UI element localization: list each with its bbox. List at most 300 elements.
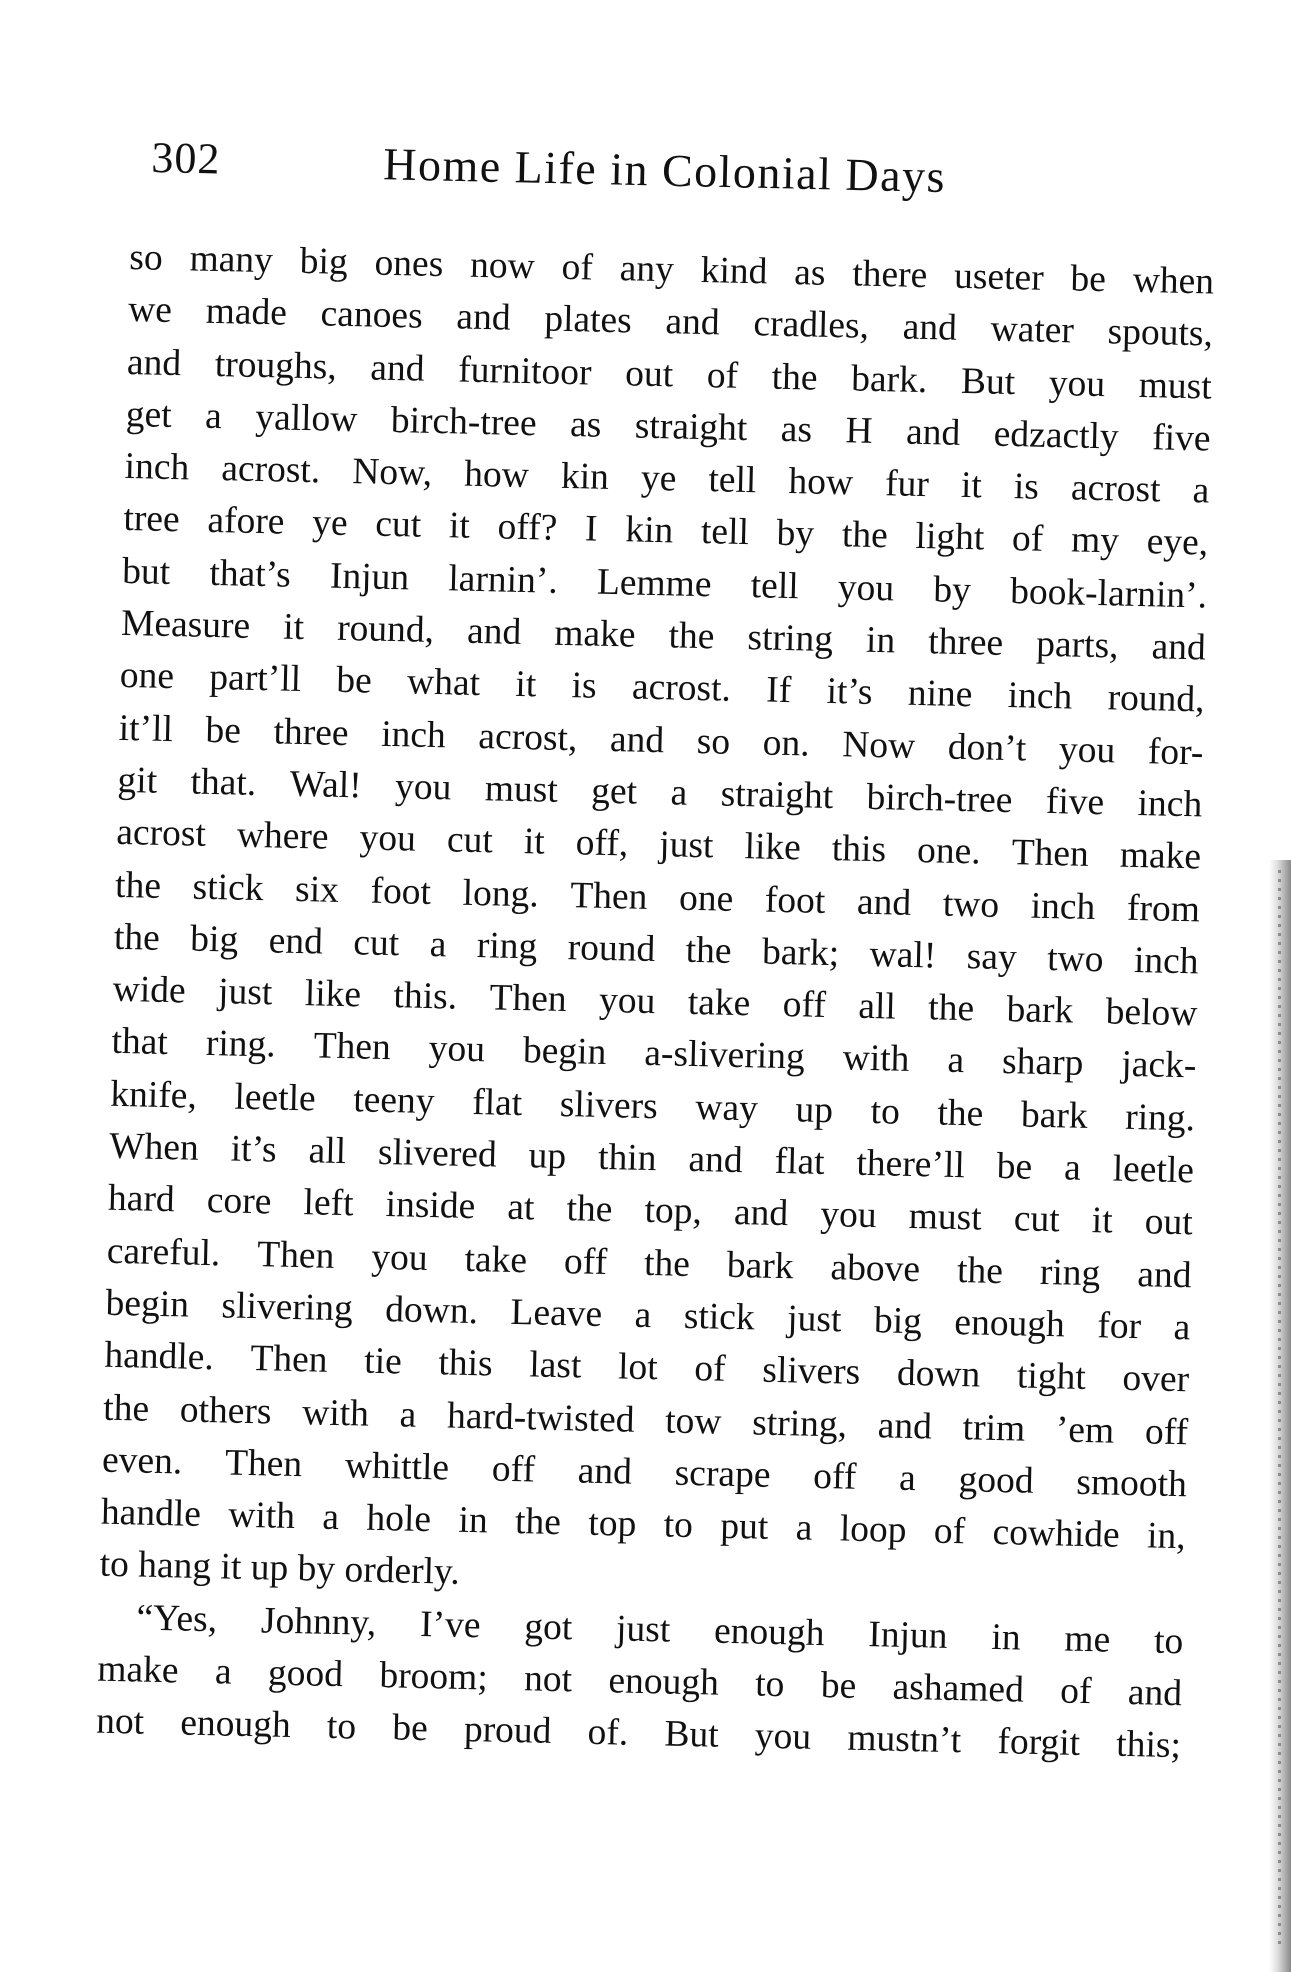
word: enough (713, 1610, 826, 1654)
word: of (693, 1348, 727, 1391)
word: me (1063, 1618, 1111, 1661)
word: you (370, 1236, 429, 1279)
word: knife, (109, 1073, 198, 1117)
word: it (282, 606, 305, 649)
word: like (304, 973, 362, 1016)
word: eye, (1146, 521, 1209, 565)
running-head (150, 132, 1011, 221)
word: up (528, 1135, 567, 1178)
word: for- (1147, 730, 1204, 774)
word: a (204, 395, 223, 438)
word: birch-tree (866, 776, 1013, 822)
word: a (795, 1507, 813, 1549)
word: five (1045, 780, 1105, 824)
word: stick (683, 1295, 756, 1339)
word: But (960, 360, 1016, 403)
word: must (484, 768, 559, 811)
word: a (399, 1393, 417, 1436)
word: down. (384, 1289, 479, 1333)
word: and (609, 718, 665, 761)
word: and (902, 306, 958, 350)
word: of (933, 1510, 966, 1553)
word: you (837, 566, 895, 610)
word: Then (313, 1025, 392, 1069)
word: is (571, 665, 598, 708)
word: kind (700, 249, 768, 293)
word: be (996, 1145, 1033, 1188)
word: Wal! (289, 763, 363, 807)
word: sharp (1001, 1041, 1084, 1085)
word: three (927, 621, 1004, 664)
word: Then (1011, 832, 1090, 876)
word: make (96, 1648, 180, 1692)
word: handle (100, 1491, 202, 1536)
word: just (658, 824, 714, 867)
word: it (960, 465, 983, 507)
word: enough (953, 1301, 1066, 1346)
book-title: Home Life in Colonial Days (382, 138, 947, 203)
word: and (665, 301, 721, 344)
word: take (687, 982, 751, 1025)
word: good (267, 1652, 344, 1696)
word: off, (575, 822, 629, 865)
word: so (128, 236, 164, 279)
word: make (553, 612, 637, 656)
word: the (102, 1387, 150, 1430)
word: light (915, 516, 985, 559)
word: flat (774, 1140, 826, 1184)
word: now (469, 244, 536, 288)
word: cowhide (992, 1512, 1121, 1556)
word: one (678, 877, 734, 920)
word: by (932, 569, 972, 611)
word: but (121, 550, 171, 593)
word: stick (192, 866, 264, 909)
word: water (990, 308, 1075, 352)
word: proud (463, 1709, 552, 1753)
word: of (1011, 518, 1044, 561)
word: inch (1007, 675, 1073, 718)
word: Then (224, 1442, 303, 1486)
word: yallow (254, 396, 358, 441)
word: Injun (867, 1613, 949, 1657)
word: it (514, 664, 537, 706)
word: ones (374, 242, 444, 286)
word: by (776, 513, 815, 556)
word: all (308, 1130, 347, 1173)
word: tree (123, 498, 181, 541)
word: to (663, 1504, 694, 1547)
word: you (359, 817, 417, 860)
word: and (1127, 1672, 1183, 1715)
word: down (896, 1352, 981, 1396)
word: Then (250, 1338, 329, 1382)
word: in, (1146, 1515, 1187, 1558)
word: by (297, 1548, 336, 1591)
word: you (1048, 362, 1106, 405)
word: all (857, 985, 897, 1028)
word: a (1173, 1306, 1191, 1349)
word: of (706, 354, 739, 397)
word: tie (363, 1340, 403, 1383)
word: scrape (674, 1452, 771, 1496)
word: as (569, 403, 602, 446)
word: cut (374, 504, 422, 547)
word: wal! (869, 933, 937, 977)
word: broom; (378, 1655, 489, 1699)
word: round, (1107, 677, 1206, 721)
word: that. (190, 761, 257, 804)
word: the (114, 864, 162, 907)
word: ring. (1124, 1096, 1196, 1140)
word: with (842, 1037, 910, 1081)
word: of (561, 246, 594, 289)
word: and (577, 1450, 633, 1493)
word: ye (311, 502, 349, 545)
word: take (464, 1238, 528, 1281)
word: slivered (377, 1131, 498, 1176)
word: birch-tree (390, 399, 538, 445)
word: and (905, 411, 961, 454)
word: careful. (106, 1230, 221, 1274)
word: off (1144, 1410, 1189, 1453)
word: hang (137, 1544, 212, 1588)
word: nine (907, 673, 973, 716)
word: and (455, 296, 512, 339)
word: many (189, 238, 274, 282)
word: below (1105, 991, 1198, 1035)
word: of. (587, 1712, 629, 1754)
word: plates (543, 298, 633, 342)
word: just (217, 971, 273, 1014)
word: But (664, 1713, 720, 1757)
word: book-larnin’. (1009, 570, 1208, 617)
word: this (438, 1342, 494, 1385)
word: the (927, 987, 975, 1030)
word: others (179, 1388, 272, 1433)
word: core (206, 1180, 272, 1223)
word: out (624, 352, 674, 395)
word: get (125, 393, 173, 436)
word: and (126, 341, 182, 384)
word: cut (446, 819, 494, 862)
word: “Yes, (136, 1597, 218, 1641)
word: acrost (115, 812, 207, 856)
word: Leave (510, 1291, 603, 1335)
word: ring. (205, 1023, 277, 1066)
word: say (966, 936, 1018, 979)
word: any (619, 248, 675, 291)
word: mustn’t (846, 1717, 962, 1762)
word: big (299, 240, 349, 283)
word: long. (462, 872, 540, 916)
word: handle. (104, 1334, 215, 1379)
word: parts, (1035, 623, 1120, 667)
word: Johnny, (260, 1600, 377, 1644)
word: over (1121, 1358, 1190, 1401)
word: straight (720, 773, 834, 818)
word: as (780, 408, 813, 451)
word: of (1059, 1670, 1092, 1713)
word: so (696, 720, 731, 763)
word: one. (916, 830, 982, 873)
word: five (1151, 417, 1211, 460)
word: ring (1039, 1251, 1101, 1294)
word: like (744, 826, 802, 869)
word: Lemme (596, 561, 712, 606)
word: on. (762, 722, 811, 765)
word: kin (560, 456, 610, 499)
word: flat (471, 1081, 523, 1124)
word: Then (569, 874, 648, 918)
word: you (598, 980, 656, 1023)
word: wide (112, 968, 187, 1012)
word: one (119, 655, 175, 698)
word: for (1096, 1305, 1142, 1348)
word: larnin’. (447, 558, 559, 602)
word: loop (839, 1508, 907, 1552)
word: ashamed (892, 1666, 1025, 1711)
word: to (99, 1544, 130, 1586)
word: you (394, 766, 452, 809)
word: be (820, 1665, 857, 1707)
word: up (795, 1089, 834, 1131)
word: must (908, 1196, 983, 1239)
word: begin (522, 1030, 607, 1074)
word: inch (380, 713, 447, 756)
word: top, (644, 1190, 703, 1233)
word: we (127, 289, 173, 332)
word: string (747, 617, 834, 661)
word: spouts, (1107, 311, 1214, 355)
word: made (205, 291, 288, 334)
body-text (96, 232, 1220, 1773)
word: end (268, 920, 324, 963)
word: big (189, 918, 239, 961)
word: a (898, 1457, 917, 1499)
word: a (429, 923, 447, 966)
word: with (227, 1494, 296, 1538)
word: kin (624, 509, 674, 552)
word: afore (206, 500, 285, 544)
word: from (1126, 887, 1201, 931)
word: leetle (1112, 1148, 1195, 1192)
word: the (566, 1188, 613, 1231)
word: get (590, 770, 638, 813)
word: foot (370, 870, 432, 913)
word: Now (841, 723, 916, 767)
word: round, (336, 607, 435, 652)
word: make (1119, 834, 1202, 878)
word: furnitoor (457, 349, 593, 394)
word: cradles, (752, 303, 870, 348)
word: bark. (850, 358, 928, 401)
word: I (584, 508, 599, 551)
word: must (1138, 364, 1213, 408)
word: enough (179, 1702, 292, 1747)
word: the (841, 514, 889, 557)
word: tight (1016, 1355, 1087, 1399)
word: just (786, 1298, 842, 1341)
word: to (870, 1090, 901, 1133)
word: the (643, 1242, 691, 1285)
word: to (754, 1663, 785, 1706)
word: it (1091, 1200, 1114, 1242)
word: orderly. (344, 1549, 461, 1594)
word: I’ve (419, 1603, 481, 1647)
word: If (765, 669, 792, 712)
word: git (117, 759, 158, 802)
word: tell (700, 511, 750, 554)
word: and (877, 1404, 933, 1448)
word: a-slivering (643, 1033, 806, 1078)
word: got (523, 1606, 573, 1649)
word: be (205, 709, 242, 752)
word: trim (962, 1406, 1026, 1450)
word: that (111, 1021, 169, 1064)
word: teeny (352, 1079, 436, 1122)
word: don’t (947, 726, 1027, 770)
word: acrost, (477, 715, 578, 759)
word: slivers (761, 1349, 861, 1394)
word: in (458, 1499, 489, 1542)
word: there (851, 253, 928, 297)
word: off (491, 1448, 536, 1491)
word: Now, (351, 451, 433, 495)
word: the (937, 1092, 984, 1135)
word: the (956, 1249, 1004, 1292)
word: how (787, 461, 854, 504)
word: there’ll (856, 1142, 966, 1187)
word: you (754, 1715, 812, 1759)
word: a (214, 1651, 233, 1693)
word: not (95, 1700, 145, 1744)
word: where (236, 814, 330, 858)
word: inch (1133, 939, 1200, 983)
word: tow (664, 1399, 722, 1443)
word: Then (489, 977, 568, 1021)
word: hard (107, 1178, 176, 1221)
word: off? (497, 506, 558, 550)
word: a (321, 1496, 340, 1539)
word: lot (617, 1346, 659, 1389)
word: way (694, 1086, 759, 1130)
word: how (463, 453, 530, 497)
word: edzactly (993, 413, 1120, 458)
word: two (942, 883, 1000, 926)
word: put (719, 1505, 769, 1548)
word: Then (256, 1233, 335, 1277)
word: thin (597, 1136, 657, 1180)
word: bark (726, 1244, 795, 1287)
word: Injun (329, 555, 410, 599)
word: it’s (826, 671, 873, 714)
word: foot (764, 879, 826, 922)
word: the (685, 929, 733, 972)
word: string, (751, 1401, 848, 1446)
word: above (830, 1246, 921, 1290)
word: it (220, 1546, 242, 1589)
word: hole (366, 1497, 432, 1541)
word: three (273, 711, 350, 754)
word: and (1136, 1253, 1192, 1296)
word: is (1013, 466, 1040, 508)
word: When (108, 1125, 200, 1169)
word: and (1151, 626, 1207, 669)
word: left (303, 1182, 354, 1225)
word: inch (124, 446, 190, 489)
word: fur (884, 463, 930, 506)
word: and (687, 1138, 744, 1182)
word: canoes (320, 293, 424, 337)
word: and (733, 1192, 789, 1235)
word: a (1063, 1147, 1082, 1189)
word: it (448, 505, 471, 548)
word: acrost. (631, 666, 732, 711)
word: hard-twisted (446, 1395, 635, 1441)
word: good (958, 1458, 1035, 1502)
word: leetle (234, 1076, 317, 1120)
word: slivering (221, 1285, 354, 1330)
word: the (113, 916, 161, 959)
word: acrost. (220, 448, 321, 492)
word: up (250, 1547, 289, 1590)
word: you (428, 1028, 486, 1071)
word: the (668, 615, 715, 658)
page-number: 302 (150, 132, 221, 184)
word: top (587, 1502, 637, 1545)
word: be (391, 1707, 429, 1750)
word: to (326, 1706, 357, 1748)
word: you (1058, 728, 1116, 772)
word: a (634, 1294, 652, 1337)
word: Measure (120, 602, 251, 647)
word: bark; (761, 931, 840, 975)
word: cut (352, 922, 400, 965)
word: ring (476, 924, 538, 968)
word: you (819, 1194, 878, 1237)
word: as (793, 252, 826, 294)
word: useter (953, 255, 1045, 299)
word: enough (608, 1660, 720, 1704)
word: begin (105, 1282, 190, 1326)
word: round (567, 926, 656, 970)
word: six (294, 868, 340, 911)
word: out (1144, 1201, 1194, 1244)
word: it (523, 821, 546, 863)
word: two (1046, 937, 1104, 981)
word: troughs, (214, 343, 338, 388)
word: off (782, 984, 827, 1027)
word: tell (707, 459, 757, 502)
word: off (563, 1240, 608, 1283)
word: in (865, 619, 896, 662)
word: slivers (559, 1083, 659, 1127)
word: bark (1020, 1094, 1089, 1137)
word: part’ll (208, 657, 302, 701)
word: H (845, 410, 874, 452)
word: a (670, 772, 688, 814)
word: big (873, 1300, 923, 1343)
word: tell (750, 564, 800, 608)
word: this. (393, 975, 458, 1018)
word: to (1153, 1620, 1184, 1662)
word: that’s (209, 552, 292, 596)
word: at (506, 1187, 535, 1229)
word: even. (101, 1439, 183, 1483)
word: and (856, 881, 912, 924)
word: inside (385, 1184, 476, 1228)
